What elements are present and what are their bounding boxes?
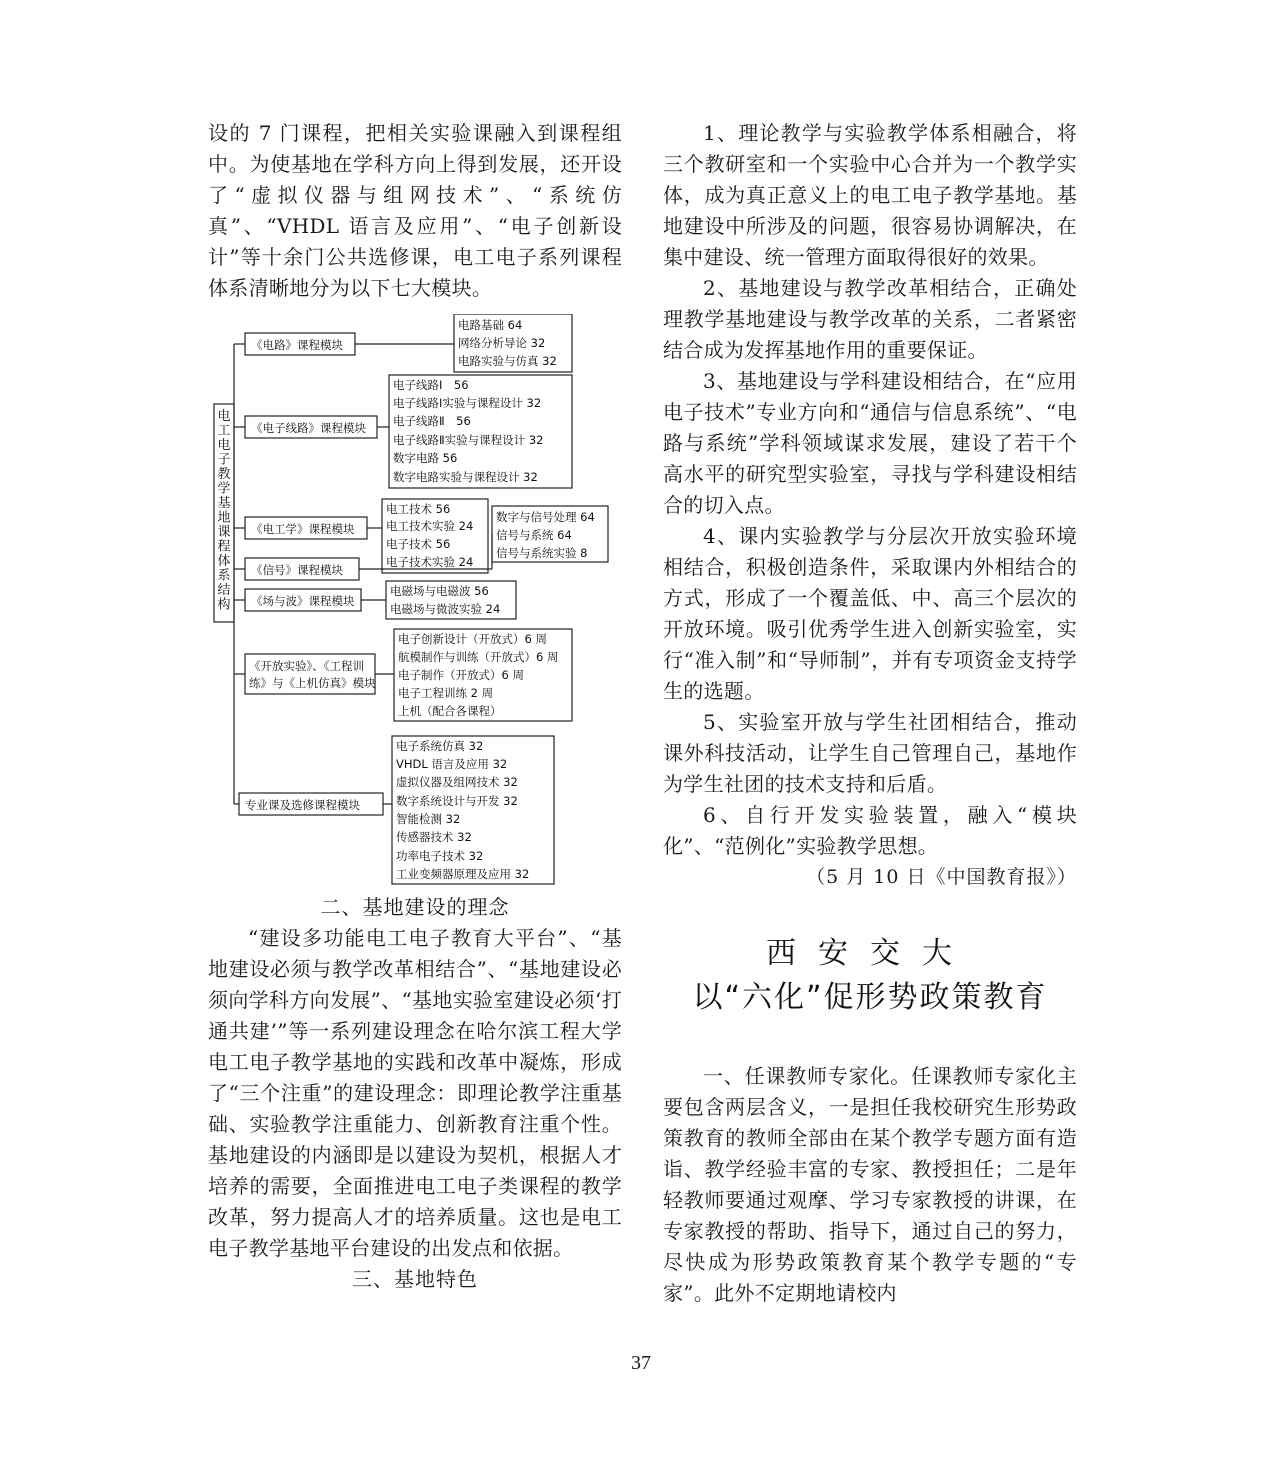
course-structure-diagram: [202, 314, 612, 886]
course-item: 电子创新设计（开放式）6 周: [398, 632, 547, 646]
root-label-char: 体: [217, 554, 231, 569]
page-number: 37: [631, 1352, 651, 1374]
course-item: 数字与信号处理 64: [496, 510, 595, 524]
feature-item-3: 3、基地建设与学科建设相结合，在“应用电子技术”专业方向和“通信与信息系统”、“电路与系统”学科领域谋求发展，建设了若干个高水平的研究型实验室，寻找与学科建设相结合的切入点。: [663, 369, 1077, 517]
course-item: 电子工程训练 2 周: [398, 686, 494, 700]
root-label-char: 工: [217, 423, 231, 439]
root-label-char: 电: [217, 409, 231, 424]
module-open-experiments: [234, 629, 572, 721]
root-label-char: 地: [217, 510, 231, 526]
course-item: 电路实验与仿真 32: [458, 354, 557, 368]
course-item: 数字系统设计与开发 32: [396, 794, 518, 808]
root-label-char: 基: [217, 496, 231, 511]
module-specialized-electives: [234, 736, 554, 884]
left-column: [208, 118, 622, 1295]
feature-item-2: 2、基地建设与教学改革相结合，正确处理教学基地建设与教学改革的关系，二者紧密结合成为发挥基地作用的重要保证。: [663, 276, 1077, 362]
module-fields-waves: [234, 581, 516, 619]
course-item: 电子线路Ⅱ实验与课程设计 32: [393, 433, 544, 447]
feature-item-6: 6、自行开发实验装置，融入“模块化”、“范例化”实验教学思想。: [663, 803, 1077, 858]
course-item: 电路基础 64: [458, 318, 523, 332]
root-label-char: 系: [217, 568, 231, 584]
course-item: 电磁场与微波实验 24: [390, 602, 501, 616]
course-item: 虚拟仪器及组网技术 32: [396, 775, 518, 789]
root-label-char: 程: [217, 539, 231, 555]
course-item: 电子线路Ⅰ 56: [393, 378, 469, 392]
course-item: 电子线路Ⅱ 56: [393, 414, 471, 428]
course-item: 工业变频器原理及应用 32: [396, 867, 530, 881]
course-item: 传感器技术 32: [396, 830, 472, 844]
module-label-line: 《开放实验》、《工程训: [249, 659, 364, 673]
module-label: 《电路》课程模块: [251, 338, 343, 352]
course-item: 电子技术 56: [386, 537, 451, 551]
course-item: 航模制作与训练（开放式）6 周: [398, 650, 559, 664]
section2-paragraph: “建设多功能电工电子教育大平台”、“基地建设必须与教学改革相结合”、“基地建设必须向学科方向发展”、“基地实验室建设必须‘打通共建’”等一系列建设理念在哈尔滨工程大学电工电子教学基地的实践和改革中凝炼，形成了“三个注重”的建设理念：即理论教学注重基础、实验教学注重能力、创新教育注重个性。基地建设的内涵即是以建设为契机，根据人才培养的需要，全面推进电工电子类课程的教学改革，努力提高人才的培养质量。这也是电工电子教学基地平台建设的出发点和依据。: [208, 926, 622, 1260]
article-title-line1: 西安交大: [766, 936, 974, 971]
article-paragraph: [663, 1061, 1077, 1309]
root-label-char: 课: [217, 525, 231, 540]
root-label-char: 构: [217, 597, 231, 613]
course-item: 电工技术 56: [386, 502, 451, 516]
course-item: 功率电子技术 32: [396, 849, 484, 863]
feature-item-4: 4、课内实验教学与分层次开放实验环境相结合，积极创造条件，采取课内外相结合的方式，形成了一个覆盖低、中、高三个层次的开放环境。吸引优秀学生进入创新实验室，实行“准入制”和“导师制”，并有专项资金支持学生的选题。: [663, 524, 1077, 703]
course-item: 信号与系统 64: [496, 528, 572, 542]
course-item: 电子系统仿真 32: [396, 739, 484, 753]
module-circuit: [234, 314, 572, 372]
section2-heading: 二、基地建设的理念: [320, 895, 510, 919]
feature-item-1: 1、理论教学与实验教学体系相融合，将三个教研室和一个实验中心合并为一个教学实体，成为真正意义上的电工电子教学基地。基地建设中所涉及的问题，很容易协调解决，在集中建设、统一管理方面取得很好的效果。: [663, 121, 1077, 269]
intro-paragraph: 设的 7 门课程，把相关实验课融入到课程组中。为使基地在学科方向上得到发展，还开设了“虚拟仪器与组网技术”、“系统仿真”、“VHDL 语言及应用”、“电子创新设计”等十余门公共选修课，电工电子系列课程体系清晰地分为以下七大模块。: [208, 121, 622, 300]
module-electrotechnics: [234, 499, 488, 573]
course-item: 电子线路Ⅰ实验与课程设计 32: [393, 396, 542, 410]
course-item: 电工技术实验 24: [386, 519, 474, 533]
course-item: VHDL 语言及应用 32: [396, 757, 508, 771]
course-item: 数字电路实验与课程设计 32: [393, 470, 538, 484]
feature-item-5: 5、实验室开放与学生社团相结合，推动课外科技活动，让学生自己管理自己，基地作为学生社团的技术支持和后盾。: [663, 710, 1077, 796]
course-item: 上机（配合各课程）: [398, 704, 502, 718]
root-label-char: 电: [217, 438, 231, 453]
section3-heading: 三、基地特色: [352, 1267, 478, 1291]
course-item: 网络分析导论 32: [458, 336, 546, 350]
module-label: 《电子线路》课程模块: [251, 421, 366, 435]
article-lead: 一、任课教师专家化。: [703, 1064, 912, 1088]
course-item: 信号与系统实验 8: [496, 546, 588, 560]
article-title-line2: 以“六化”促形势政策教育: [692, 980, 1048, 1015]
right-column: [663, 118, 1077, 1309]
module-label: 《场与波》课程模块: [251, 594, 355, 608]
module-label: 《信号》课程模块: [251, 563, 343, 577]
article-body: 任课教师专家化主要包含两层含义，一是担任我校研究生形势政策教育的教师全部由在某个教学专题方面有造诣、教学经验丰富的专家、教授担任；二是年轻教师要通过观摩、学习专家教授的讲课，在专家教授的帮助、指导下，通过自己的努力，尽快成为形势政策教育某个教学专题的“专家”。此外不定期地请校内: [663, 1064, 1078, 1305]
source-citation: （5 月 10 日《中国教育报》）: [806, 866, 1077, 888]
root-label-char: 子: [217, 452, 231, 468]
module-electronic-circuits: [234, 375, 572, 488]
diagram-root-label: [217, 408, 230, 613]
root-label-char: 学: [217, 481, 231, 497]
course-item: 数字电路 56: [393, 451, 458, 465]
root-label-char: 结: [217, 583, 231, 598]
course-item: 电磁场与电磁波 56: [390, 584, 489, 598]
course-item: 智能检测 32: [396, 812, 461, 826]
root-label-char: 教: [217, 467, 231, 482]
module-label: 专业课及选修课程模块: [245, 798, 360, 812]
course-item: 电子制作（开放式）6 周: [398, 668, 524, 682]
course-item: 电子技术实验 24: [386, 555, 474, 569]
module-label-line: 练》与《上机仿真》模块: [249, 676, 376, 690]
module-label: 《电工学》课程模块: [251, 522, 355, 536]
